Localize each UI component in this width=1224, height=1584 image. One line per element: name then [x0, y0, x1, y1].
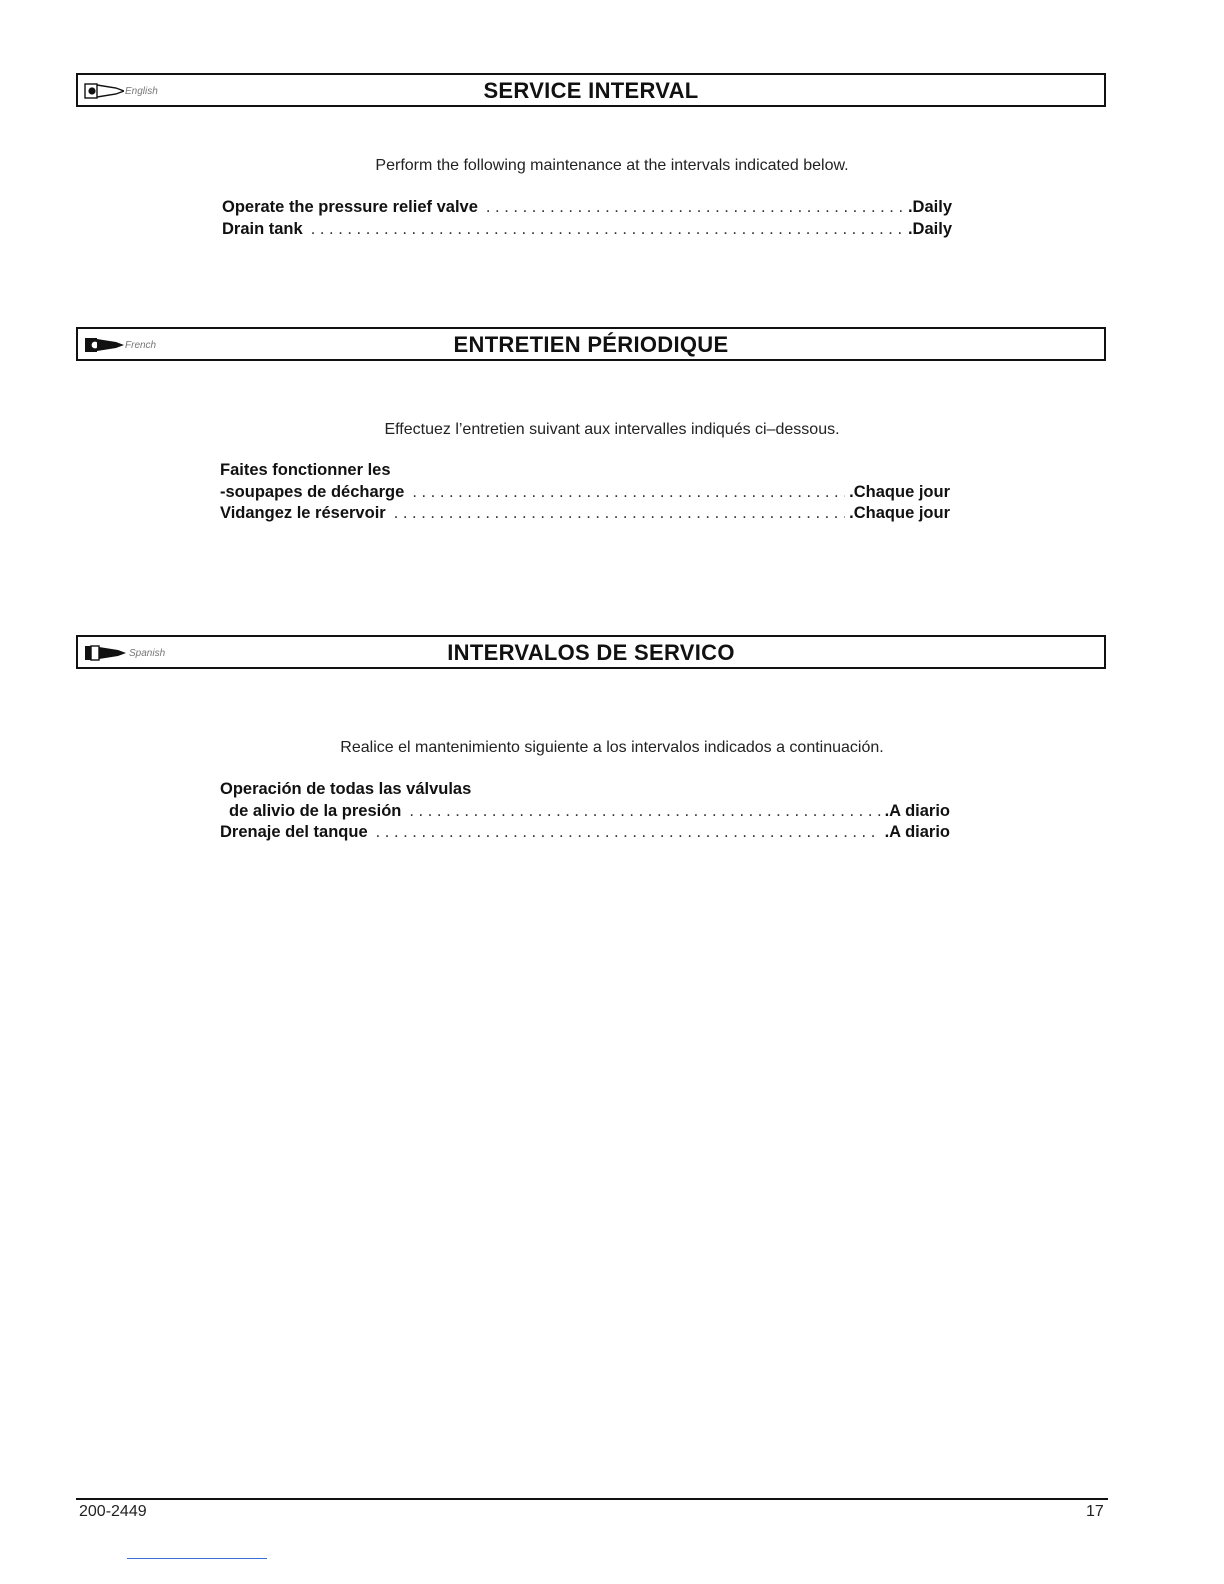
dot-leader [412, 483, 845, 502]
list-item [222, 198, 952, 220]
dot-leader [376, 823, 881, 842]
maintenance-list-english [222, 198, 952, 241]
task-name: Operate the pressure relief valve [222, 198, 478, 216]
section-intro: Effectuez l’entretien suivant aux intervalles indiqués ci–dessous. [384, 421, 840, 438]
list-item [220, 461, 950, 483]
list-item [220, 483, 950, 505]
section-intro: Perform the following maintenance at the intervals indicated below. [375, 157, 849, 174]
dot-leader [409, 802, 880, 821]
maintenance-list-spanish [220, 780, 950, 845]
task-name: Vidangez le réservoir [220, 504, 386, 522]
page-number: 17 [1086, 1503, 1104, 1520]
task-frequency: .Chaque jour [849, 504, 950, 522]
footer-divider [76, 1498, 1108, 1500]
maintenance-list-french [220, 461, 950, 526]
task-frequency: .Daily [907, 219, 952, 238]
scan-artifact-line [127, 1558, 267, 1559]
section-header-english [76, 73, 1106, 107]
section-title: ENTRETIEN PÉRIODIQUE [453, 332, 729, 357]
language-label: Spanish [129, 647, 166, 659]
task-frequency: .Chaque jour [849, 482, 950, 501]
section-header-spanish [76, 635, 1106, 669]
language-label: English [125, 85, 158, 97]
list-item [222, 220, 952, 242]
task-name: Operación de todas las válvulas [220, 780, 472, 798]
task-frequency: .Daily [907, 198, 952, 216]
dot-leader [311, 220, 904, 239]
list-item [220, 802, 950, 824]
list-item [220, 780, 950, 802]
section-header-french [76, 327, 1106, 361]
task-frequency: .A diario [884, 801, 950, 820]
task-name: Faites fonctionner les [220, 461, 391, 479]
document-number: 200-2449 [79, 1503, 147, 1520]
dot-leader [394, 504, 845, 523]
task-frequency: .A diario [884, 823, 950, 841]
list-item [220, 504, 950, 526]
section-intro: Realice el mantenimiento siguiente a los intervalos indicados a continuación. [340, 739, 884, 756]
task-name: Drain tank [222, 219, 303, 238]
task-name: Drenaje del tanque [220, 823, 368, 841]
list-item [220, 823, 950, 845]
section-title: INTERVALOS DE SERVICO [447, 640, 735, 665]
language-label: French [125, 339, 157, 351]
section-title: SERVICE INTERVAL [483, 78, 699, 103]
task-name: -soupapes de décharge [220, 482, 405, 501]
task-name: de alivio de la presión [229, 801, 402, 820]
dot-leader [486, 198, 904, 217]
